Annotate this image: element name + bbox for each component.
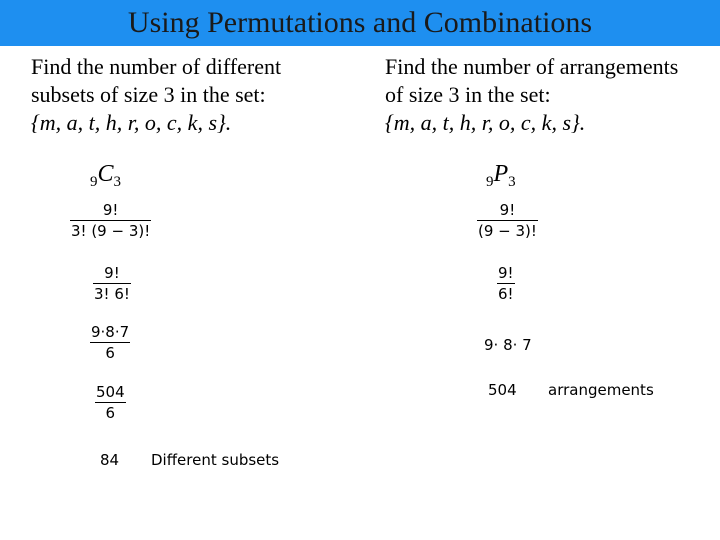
permutation-r: 3 <box>508 174 516 190</box>
combination-r: 3 <box>113 174 122 190</box>
left-problem-set: {m, a, t, h, r, o, c, k, s}. <box>31 110 232 135</box>
fraction-numerator: 9! <box>499 201 516 219</box>
combination-step-1 <box>70 200 151 241</box>
fraction-numerator: 9! <box>102 201 119 219</box>
fraction-denominator: 6 <box>105 404 116 422</box>
permutation-answer-label: arrangements <box>548 381 654 399</box>
combination-answer-value: 84 <box>100 451 120 469</box>
combination-step-2 <box>93 263 131 304</box>
fraction-numerator: 504 <box>96 383 125 401</box>
combination-symbol <box>90 160 121 196</box>
right-problem-line-1: Find the number of arrangements <box>385 54 679 79</box>
left-problem <box>31 53 281 137</box>
fraction-numerator: 9! <box>498 264 514 282</box>
permutation-n: 9 <box>486 174 494 190</box>
permutation-step-1 <box>477 200 538 241</box>
fraction-numerator: 9·8·7 <box>91 323 130 341</box>
permutation-step-2 <box>497 263 515 304</box>
combination-answer-label: Different subsets <box>151 451 280 469</box>
slide-title: Using Permutations and Combinations <box>127 6 593 39</box>
permutation-answer-value: 504 <box>488 381 517 399</box>
fraction-numerator: 9! <box>104 264 120 282</box>
fraction-denominator: 6 <box>105 344 115 362</box>
permutation-letter: P <box>493 161 509 187</box>
fraction-denominator: (9 − 3)! <box>478 222 537 240</box>
combination-n: 9 <box>90 174 98 190</box>
right-problem <box>385 53 678 137</box>
fraction-denominator: 3! (9 − 3)! <box>71 222 151 240</box>
left-problem-line-2: subsets of size 3 in the set: <box>31 82 266 107</box>
right-problem-set: {m, a, t, h, r, o, c, k, s}. <box>385 110 586 135</box>
combination-letter: C <box>97 161 114 187</box>
fraction-denominator: 3! 6! <box>94 285 130 303</box>
fraction-denominator: 6! <box>498 285 514 303</box>
permutation-symbol <box>486 160 516 196</box>
right-problem-line-2: of size 3 in the set: <box>385 82 551 107</box>
combination-step-4 <box>95 382 126 423</box>
left-problem-line-1: Find the number of different <box>31 54 282 79</box>
combination-step-3 <box>90 322 130 363</box>
permutation-step-3: 9· 8· 7 <box>484 336 532 354</box>
